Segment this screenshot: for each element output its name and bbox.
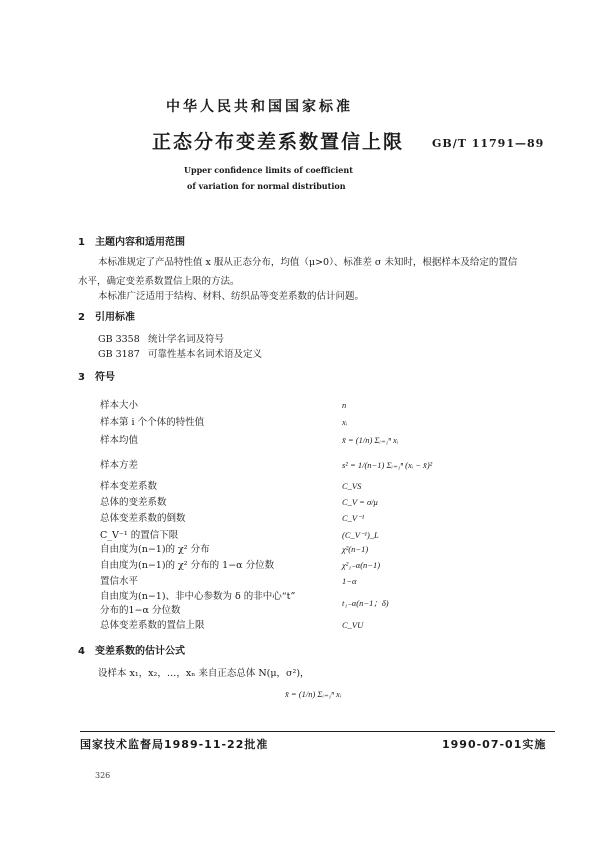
symbol-term: 总体变差系数的置信上限 (100, 620, 205, 631)
english-title-line1: Upper confidence limits of coefficient (184, 165, 353, 175)
ref-name: 可靠性基本名词术语及定义 (148, 349, 263, 360)
section-4-heading: 4 变差系数的估计公式 (78, 646, 185, 657)
section-3-heading: 3 符号 (78, 372, 115, 383)
ref-code: GB 3358 (98, 334, 140, 345)
symbol-term: 总体的变差系数 (100, 497, 167, 508)
symbol-notation: n (342, 400, 347, 410)
issuing-org: 中华人民共和国国家标准 (166, 99, 353, 115)
page-number: 326 (95, 771, 111, 780)
symbol-term: 样本大小 (100, 400, 139, 411)
section-1-heading: 1 主题内容和适用范围 (78, 237, 185, 248)
ref-name: 统计学名词及符号 (148, 334, 225, 345)
footer-rule (80, 731, 555, 732)
symbol-term: 总体变差系数的倒数 (100, 513, 186, 524)
symbol-notation: 1−α (342, 576, 357, 586)
symbol-term: 自由度为(n−1)、非中心参数为 δ 的非中心“t” (100, 591, 296, 602)
symbol-term: 样本变差系数 (100, 481, 158, 492)
approval-date: 国家技术监督局1989-11-22批准 (80, 738, 269, 751)
symbol-notation: C_VU (342, 620, 364, 630)
section-1-para-1-cont: 水平，确定变差系数置信上限的方法。 (78, 276, 240, 287)
section-1-para-2: 本标准广泛适用于结构、材料、纺织品等变差系数的估计问题。 (98, 291, 365, 302)
standard-code: GB/T 11791—89 (432, 137, 545, 150)
section-1-para-1: 本标准规定了产品特性值 x 服从正态分布，均值（μ>0）、标准差 σ 未知时，根据样本及给定的置信 (98, 257, 518, 268)
symbol-notation: χ²(n−1) (342, 544, 369, 554)
section-2-heading: 2 引用标准 (78, 312, 135, 323)
symbol-notation: (C_V⁻¹)_L (342, 530, 379, 540)
symbol-term: 样本方差 (100, 460, 139, 471)
symbol-term: 自由度为(n−1)的 χ² 分布的 1−α 分位数 (100, 560, 275, 571)
document-title: 正态分布变差系数置信上限 (152, 131, 405, 153)
ref-code: GB 3187 (98, 349, 140, 360)
symbol-term: C_V⁻¹ 的置信下限 (100, 530, 179, 541)
symbol-term: 自由度为(n−1)的 χ² 分布 (100, 544, 210, 555)
symbol-term: 置信水平 (100, 576, 139, 587)
english-title-line2: of variation for normal distribution (187, 181, 346, 191)
symbol-notation: x̄ = (1/n) Σᵢ₌₁ⁿ xᵢ (342, 435, 399, 445)
symbol-notation: χ²₁₋α(n−1) (342, 560, 381, 570)
symbol-term: 样本均值 (100, 435, 139, 446)
symbol-notation: C_V = σ/μ (342, 497, 378, 507)
symbol-term: 分布的1−α 分位数 (100, 605, 181, 616)
symbol-notation: s² = 1/(n−1) Σᵢ₌₁ⁿ (xᵢ − x̄)² (342, 460, 433, 470)
symbol-notation: xᵢ (342, 417, 348, 427)
symbol-notation: C_VS (342, 481, 362, 491)
symbol-notation: C_V⁻¹ (342, 513, 365, 523)
effective-date: 1990-07-01实施 (442, 738, 547, 751)
sample-mean-formula: x̄ = (1/n) Σᵢ₌₁ⁿ xᵢ (285, 689, 342, 699)
symbol-term: 样本第 i 个个体的特性值 (100, 417, 205, 428)
section-4-para: 设样本 x₁，x₂，…，xₙ 来自正态总体 N(μ，σ²)， (98, 668, 310, 679)
symbol-notation: t₁₋α(n−1；δ) (342, 598, 389, 608)
